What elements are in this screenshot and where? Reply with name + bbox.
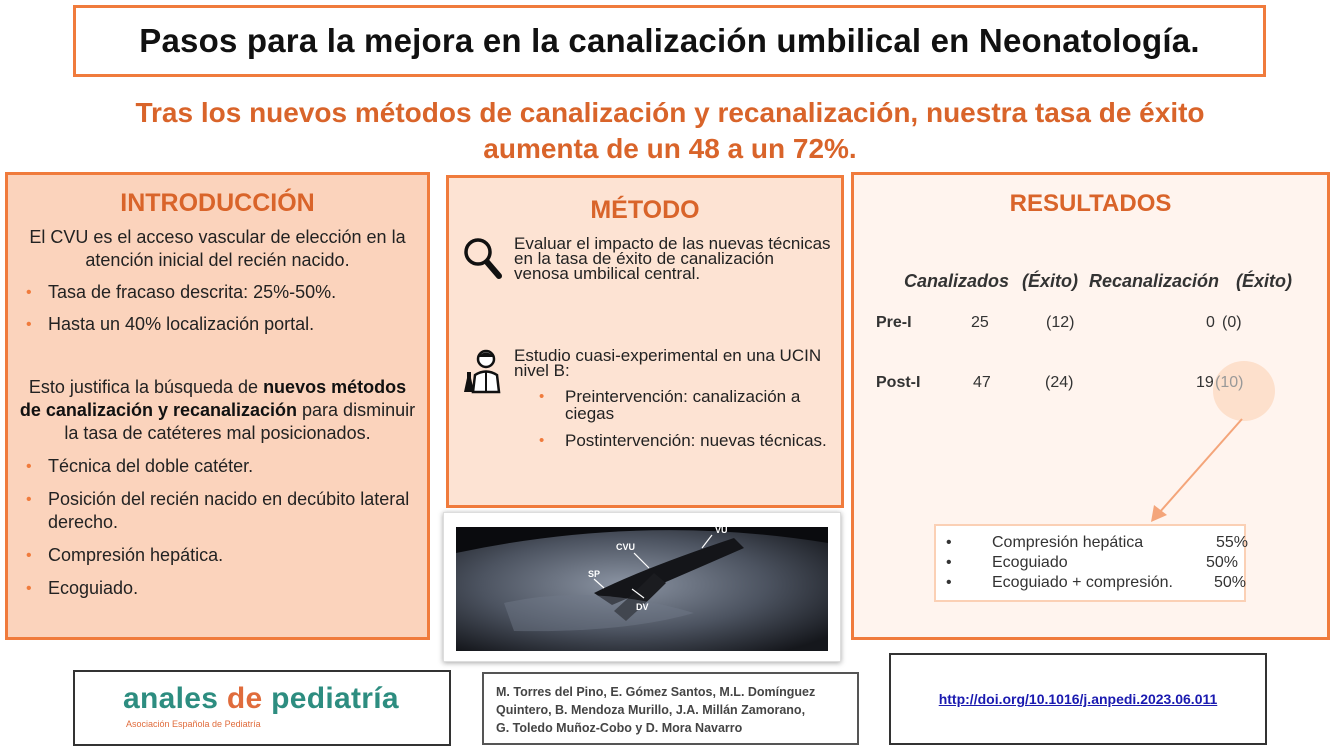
cell-pre-canalizados: 25: [971, 314, 989, 331]
ultrasound-image-frame: [443, 512, 841, 662]
cell-post-exito-recan: (10): [1215, 374, 1244, 391]
list-item: • Ecoguiado + compresión. 50%: [946, 574, 1247, 591]
label-cvu: CVU: [616, 542, 636, 552]
page-title: Pasos para la mejora en la canalización umbilical en Neonatología.: [139, 22, 1200, 59]
list-item: • Postintervención: nuevas técnicas.: [539, 431, 827, 450]
list-item: • Compresión hepática 55%: [946, 534, 1249, 551]
bullet-icon: •: [26, 580, 32, 597]
bullet-icon: •: [26, 284, 32, 301]
list-item: • Técnica del doble catéter.: [26, 456, 254, 476]
header-canalizados: Canalizados: [904, 271, 1010, 291]
results-heading: RESULTADOS: [1009, 190, 1172, 217]
cell-post-canalizados: 47: [973, 374, 991, 391]
author-line: G. Toledo Muñoz-Cobo y D. Mora Navarro: [496, 721, 743, 735]
cell-post-exito: (24): [1045, 374, 1074, 391]
author-line: Quintero, B. Mendoza Murillo, J.A. Millán Zamorano,: [496, 703, 806, 717]
list-item: • Compresión hepática.: [26, 545, 224, 565]
intro-panel: [5, 172, 430, 640]
list-item: • Preintervención: canalización a ciegas: [539, 387, 801, 423]
header-exito-1: (Éxito): [1022, 271, 1078, 291]
title-banner: [73, 5, 1266, 77]
results-panel: [851, 172, 1330, 640]
researcher-icon: [461, 348, 505, 394]
header-recanalizacion: Recanalización: [1089, 271, 1220, 291]
journal-association: Asociación Española de Pediatría: [126, 719, 261, 729]
doi-box: [889, 653, 1267, 745]
authors-box: [482, 672, 859, 745]
method-study-text: Estudio cuasi-experimental en una UCIN nivel B:: [514, 346, 822, 380]
results-breakdown: [934, 524, 1249, 602]
ultrasound-image: [444, 513, 840, 661]
subtitle-line-2: aumenta de un 48 a un 72%.: [483, 133, 857, 164]
magnifier-icon: [461, 236, 505, 282]
intro-bullets-2: [26, 455, 417, 600]
intro-heading: INTRODUCCIÓN: [120, 189, 315, 217]
list-item: • Tasa de fracaso descrita: 25%-50%.: [26, 282, 337, 302]
cell-post-recanalizacion: 19: [1196, 374, 1214, 391]
method-panel: [446, 175, 844, 508]
intro-lead: El CVU es el acceso vascular de elección en la atención inicial del recién nacido.: [29, 227, 406, 270]
bullet-icon: •: [26, 547, 32, 564]
bullet-icon: •: [946, 574, 952, 591]
bullet-icon: •: [946, 554, 952, 571]
method-heading: MÉTODO: [590, 196, 700, 224]
subtitle-line-1: Tras los nuevos métodos de canalización y recanalización, nuestra tasa de éxito: [135, 97, 1205, 128]
cell-pre-recanalizacion: 0: [1206, 314, 1215, 331]
method-phases: [539, 388, 831, 449]
author-line: M. Torres del Pino, E. Gómez Santos, M.L. Domínguez: [496, 685, 816, 699]
method-study: [461, 348, 831, 459]
cell-pre-exito: (12): [1046, 314, 1075, 331]
intro-bullets-1: [26, 281, 417, 336]
list-item: • Ecoguiado 50%: [946, 554, 1239, 571]
header-exito-2: (Éxito): [1236, 271, 1292, 291]
method-objective-text: Evaluar el impacto de las nuevas técnicas en la tasa de éxito de canalización venosa umbilical central.: [514, 234, 831, 283]
bullet-icon: •: [946, 534, 952, 551]
label-sp: SP: [588, 569, 601, 579]
journal-brand: anales de pediatría: [123, 682, 399, 715]
label-dv: DV: [636, 602, 649, 612]
bullet-icon: •: [26, 458, 32, 475]
bullet-icon: •: [26, 491, 32, 508]
list-item: • Posición del recién nacido en decúbito lateral derecho.: [26, 489, 410, 532]
bullet-icon: •: [539, 432, 545, 449]
subtitle: [40, 95, 1300, 167]
intro-justification: Esto justifica la búsqueda de nuevos métodos de canalización y recanalización para disminuir la tasa de catéteres mal posicionados.: [19, 377, 416, 443]
row-label-post: Post-I: [876, 374, 921, 391]
bullet-icon: •: [539, 388, 545, 405]
method-objective: [461, 236, 831, 281]
journal-logo: [73, 670, 451, 746]
label-vu: VU: [715, 525, 728, 535]
row-label-pre: Pre-I: [876, 314, 912, 331]
list-item: • Ecoguiado.: [26, 578, 139, 598]
cell-pre-exito-recan: (0): [1222, 314, 1242, 331]
list-item: • Hasta un 40% localización portal.: [26, 314, 315, 334]
doi-link[interactable]: http://doi.org/10.1016/j.anpedi.2023.06.011: [938, 691, 1218, 707]
bullet-icon: •: [26, 316, 32, 333]
